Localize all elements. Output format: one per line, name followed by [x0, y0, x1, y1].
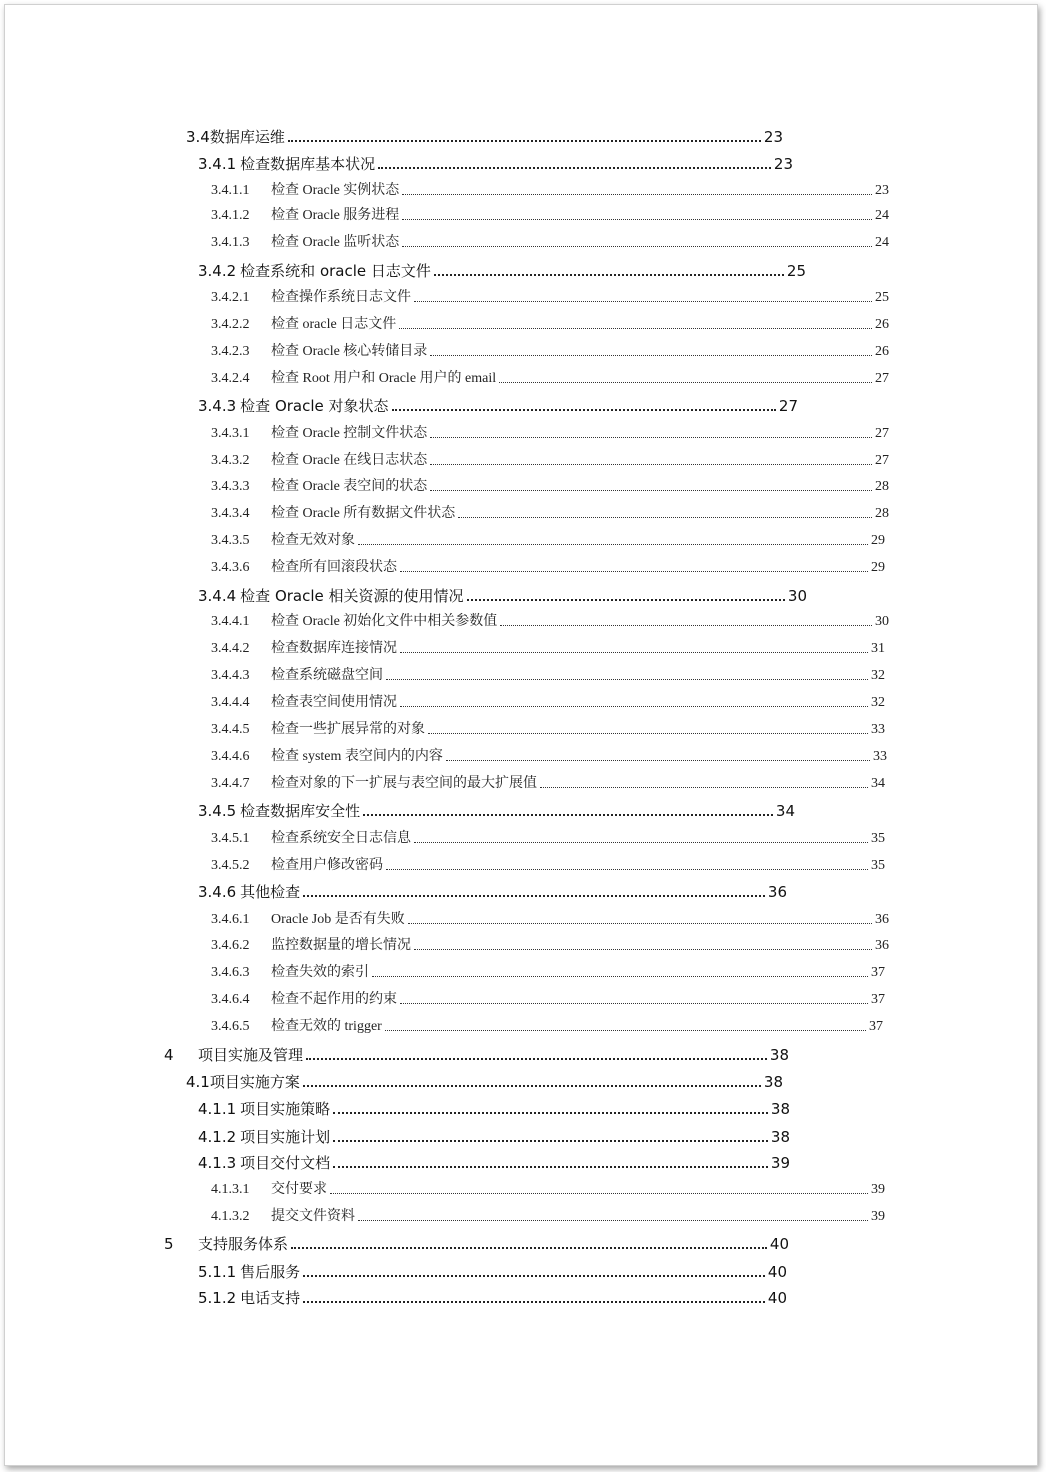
toc-entry[interactable] [211, 475, 889, 495]
toc-entry[interactable] [198, 1126, 790, 1147]
toc-entry-title: 电话支持 [240, 1289, 301, 1307]
toc-dot-leader [363, 800, 773, 821]
toc-entry[interactable] [211, 1015, 883, 1035]
toc-entry-page-number: 30 [787, 587, 807, 605]
toc-entry-page-number: 33 [873, 749, 887, 764]
toc-entry-number: 3.4.3.5 [211, 533, 250, 548]
toc-entry-page-number: 25 [786, 262, 806, 280]
toc-entry-number: 3.4.3.1 [211, 426, 250, 441]
toc-dot-leader [430, 475, 872, 495]
toc-entry-page-number: 32 [871, 695, 885, 710]
toc-entry-page-number: 32 [871, 668, 885, 683]
toc-dot-leader [399, 313, 872, 333]
toc-entry-page-number: 25 [875, 290, 889, 305]
document-page [4, 4, 1038, 1466]
toc-entry-page-number: 24 [875, 235, 889, 250]
toc-entry-number: 3.4.1.3 [211, 235, 250, 250]
toc-entry-title: 检查 Oracle 在线日志状态 [271, 453, 428, 468]
toc-entry-title: 检查表空间使用情况 [271, 695, 397, 710]
toc-entry[interactable] [211, 718, 885, 738]
toc-entry-number: 3.4.4.7 [211, 776, 250, 791]
toc-entry[interactable] [164, 1044, 789, 1065]
toc-entry[interactable] [211, 422, 889, 442]
toc-entry-number: 5 [164, 1235, 174, 1253]
toc-entry-title: 其他检查 [240, 883, 301, 901]
toc-entry-title: 检查数据库连接情况 [271, 641, 397, 656]
toc-entry[interactable] [211, 449, 889, 469]
toc-entry[interactable] [211, 367, 889, 387]
toc-entry-number: 4.1.3 [198, 1154, 237, 1172]
toc-dot-leader [303, 1071, 761, 1092]
toc-entry-number: 3.4.2.3 [211, 344, 250, 359]
toc-dot-leader [358, 1205, 868, 1225]
toc-entry-number: 3.4.6.5 [211, 1019, 250, 1034]
toc-entry-page-number: 38 [770, 1128, 790, 1146]
toc-entry-number: 4 [164, 1046, 174, 1064]
toc-dot-leader [291, 1233, 767, 1254]
toc-dot-leader [306, 1044, 767, 1065]
toc-entry-page-number: 36 [875, 938, 889, 953]
toc-entry[interactable] [198, 260, 806, 281]
toc-entry-title: 项目交付文档 [240, 1154, 331, 1172]
toc-entry-title: 检查用户修改密码 [271, 858, 383, 873]
toc-entry-number: 3.4.6.3 [211, 965, 250, 980]
toc-dot-leader [386, 664, 868, 684]
toc-entry-title: 检查所有回滚段状态 [271, 560, 397, 575]
toc-entry-number: 4.1.1 [198, 1100, 237, 1118]
toc-entry-title: 检查 Oracle 表空间的状态 [271, 479, 428, 494]
toc-entry-title: 支持服务体系 [198, 1235, 289, 1253]
toc-dot-leader [402, 204, 872, 224]
toc-dot-leader [430, 422, 872, 442]
toc-entry-page-number: 29 [871, 560, 885, 575]
toc-entry-page-number: 27 [875, 453, 889, 468]
toc-entry-page-number: 27 [875, 426, 889, 441]
toc-dot-leader [400, 691, 868, 711]
toc-dot-leader [446, 745, 870, 765]
toc-entry-title: 检查操作系统日志文件 [271, 290, 411, 305]
toc-dot-leader [392, 395, 776, 416]
toc-entry-page-number: 39 [871, 1209, 885, 1224]
toc-entry-number: 3.4.3 [198, 397, 237, 415]
toc-entry[interactable] [186, 126, 783, 147]
toc-entry-number: 5.1.1 [198, 1263, 237, 1281]
toc-entry-page-number: 31 [871, 641, 885, 656]
toc-entry[interactable] [198, 1287, 787, 1308]
toc-entry-page-number: 38 [763, 1073, 783, 1091]
toc-entry[interactable] [211, 827, 885, 847]
toc-entry-title: 项目实施方案 [209, 1073, 300, 1091]
toc-entry[interactable] [211, 313, 889, 333]
toc-entry-number: 4.1.3.2 [211, 1209, 250, 1224]
toc-dot-leader [358, 529, 868, 549]
toc-entry-title: 检查 Oracle 所有数据文件状态 [271, 506, 456, 521]
toc-entry-page-number: 30 [875, 614, 889, 629]
toc-entry-title: 售后服务 [240, 1263, 301, 1281]
toc-entry-page-number: 33 [871, 722, 885, 737]
toc-entry-number: 3.4 [186, 128, 210, 146]
toc-entry-title: 检查 Oracle 对象状态 [240, 397, 389, 415]
toc-entry[interactable] [211, 231, 889, 251]
toc-entry[interactable] [211, 286, 889, 306]
toc-entry-title: 检查 Oracle 相关资源的使用情况 [240, 587, 464, 605]
toc-entry-title: 检查系统和 oracle 日志文件 [240, 262, 431, 280]
toc-dot-leader [400, 988, 868, 1008]
toc-entry-title: 监控数据量的增长情况 [271, 938, 411, 953]
toc-entry-number: 3.4.4.3 [211, 668, 250, 683]
toc-entry[interactable] [211, 664, 885, 684]
toc-entry-title: 检查无效对象 [271, 533, 355, 548]
toc-entry[interactable] [211, 637, 885, 657]
table-of-contents [5, 5, 1037, 1465]
toc-entry-page-number: 35 [871, 858, 885, 873]
toc-entry[interactable] [198, 881, 787, 902]
toc-entry-title: 检查 Oracle 服务进程 [271, 208, 400, 223]
toc-entry-title: 检查 Oracle 控制文件状态 [271, 426, 428, 441]
toc-entry-page-number: 39 [770, 1154, 790, 1172]
toc-entry-number: 3.4.3.4 [211, 506, 250, 521]
toc-entry-page-number: 37 [871, 992, 885, 1007]
toc-entry[interactable] [198, 800, 795, 821]
toc-dot-leader [430, 449, 872, 469]
toc-entry-title: 检查 Oracle 监听状态 [271, 235, 400, 250]
toc-dot-leader [414, 827, 868, 847]
toc-entry-number: 3.4.5 [198, 802, 237, 820]
toc-entry-number: 3.4.6 [198, 883, 237, 901]
toc-dot-leader [540, 772, 868, 792]
toc-entry[interactable] [211, 691, 885, 711]
toc-entry-page-number: 40 [769, 1235, 789, 1253]
toc-entry-title: 检查 oracle 日志文件 [271, 317, 397, 332]
toc-entry-title: 检查 Oracle 初始化文件中相关参数值 [271, 614, 498, 629]
toc-entry[interactable] [211, 1178, 885, 1198]
toc-dot-leader [288, 126, 761, 147]
toc-entry-page-number: 29 [871, 533, 885, 548]
toc-entry-number: 3.4.4 [198, 587, 237, 605]
toc-dot-leader [333, 1126, 768, 1147]
toc-entry-number: 3.4.3.2 [211, 453, 250, 468]
toc-entry[interactable] [211, 908, 889, 928]
toc-entry-number: 3.4.4.4 [211, 695, 250, 710]
toc-entry[interactable] [198, 153, 793, 174]
toc-entry[interactable] [211, 854, 885, 874]
toc-entry[interactable] [211, 745, 887, 765]
toc-entry-number: 3.4.3.6 [211, 560, 250, 575]
toc-entry-title: 检查 Oracle 实例状态 [271, 183, 400, 198]
toc-dot-leader [408, 908, 872, 928]
toc-entry-number: 3.4.5.1 [211, 831, 250, 846]
toc-entry-number: 3.4.6.2 [211, 938, 250, 953]
toc-dot-leader [414, 934, 872, 954]
toc-entry[interactable] [198, 585, 807, 606]
toc-entry-page-number: 38 [770, 1100, 790, 1118]
toc-entry-page-number: 35 [871, 831, 885, 846]
toc-entry-number: 3.4.1.2 [211, 208, 250, 223]
toc-entry-page-number: 37 [871, 965, 885, 980]
toc-dot-leader [385, 1015, 866, 1035]
toc-entry-page-number: 26 [875, 317, 889, 332]
toc-entry-number: 3.4.1 [198, 155, 237, 173]
toc-dot-leader [499, 367, 872, 387]
toc-entry-number: 3.4.4.2 [211, 641, 250, 656]
toc-entry-page-number: 28 [875, 506, 889, 521]
toc-entry-page-number: 27 [778, 397, 798, 415]
toc-entry-title: 检查系统安全日志信息 [271, 831, 411, 846]
toc-entry[interactable] [211, 179, 889, 199]
toc-entry-title: 项目实施策略 [240, 1100, 331, 1118]
toc-entry[interactable] [211, 772, 885, 792]
toc-entry-number: 3.4.3.3 [211, 479, 250, 494]
toc-entry-number: 5.1.2 [198, 1289, 237, 1307]
toc-entry-title: Oracle Job 是否有失败 [271, 912, 405, 927]
toc-entry-page-number: 36 [767, 883, 787, 901]
toc-entry-number: 4.1.3.1 [211, 1182, 250, 1197]
toc-dot-leader [303, 1261, 765, 1282]
toc-entry-page-number: 34 [871, 776, 885, 791]
toc-entry[interactable] [211, 502, 889, 522]
toc-entry[interactable] [198, 395, 798, 416]
toc-entry[interactable] [198, 1152, 790, 1173]
toc-entry-page-number: 37 [869, 1019, 883, 1034]
toc-dot-leader [500, 610, 872, 630]
toc-entry[interactable] [211, 961, 885, 981]
toc-dot-leader [386, 854, 868, 874]
toc-dot-leader [400, 637, 868, 657]
toc-dot-leader [467, 585, 785, 606]
toc-entry-title: 交付要求 [271, 1182, 327, 1197]
toc-entry-number: 3.4.2.1 [211, 290, 250, 305]
toc-dot-leader [333, 1152, 768, 1173]
toc-dot-leader [458, 502, 872, 522]
toc-entry[interactable] [186, 1071, 783, 1092]
toc-entry-page-number: 28 [875, 479, 889, 494]
toc-entry-number: 3.4.2 [198, 262, 237, 280]
toc-entry-title: 项目实施计划 [240, 1128, 331, 1146]
toc-entry-title: 检查 system 表空间内的内容 [271, 749, 443, 764]
toc-entry-title: 检查一些扩展异常的对象 [271, 722, 425, 737]
toc-entry[interactable] [211, 529, 885, 549]
toc-dot-leader [434, 260, 784, 281]
toc-dot-leader [303, 1287, 765, 1308]
toc-dot-leader [430, 340, 872, 360]
toc-entry-title: 项目实施及管理 [198, 1046, 304, 1064]
toc-entry[interactable] [211, 340, 889, 360]
toc-entry-number: 3.4.5.2 [211, 858, 250, 873]
toc-dot-leader [402, 179, 872, 199]
toc-entry[interactable] [211, 1205, 885, 1225]
toc-entry-number: 4.1.2 [198, 1128, 237, 1146]
toc-entry-page-number: 27 [875, 371, 889, 386]
toc-entry-number: 3.4.2.4 [211, 371, 250, 386]
toc-entry-number: 3.4.6.1 [211, 912, 250, 927]
toc-dot-leader [402, 231, 872, 251]
toc-entry-title: 检查失效的索引 [271, 965, 369, 980]
toc-dot-leader [372, 961, 868, 981]
toc-entry-title: 检查不起作用的约束 [271, 992, 397, 1007]
toc-entry-page-number: 40 [767, 1289, 787, 1307]
toc-dot-leader [400, 556, 868, 576]
toc-entry-title: 检查系统磁盘空间 [271, 668, 383, 683]
toc-entry[interactable] [211, 556, 885, 576]
toc-entry-number: 3.4.4.6 [211, 749, 250, 764]
toc-dot-leader [378, 153, 771, 174]
toc-entry-page-number: 40 [767, 1263, 787, 1281]
toc-dot-leader [333, 1098, 768, 1119]
toc-entry-number: 3.4.6.4 [211, 992, 250, 1007]
toc-entry-title: 检查数据库基本状况 [240, 155, 376, 173]
toc-entry-page-number: 23 [763, 128, 783, 146]
toc-entry-title: 数据库运维 [209, 128, 285, 146]
toc-dot-leader [414, 286, 872, 306]
toc-entry-title: 检查 Root 用户和 Oracle 用户的 email [271, 371, 497, 386]
toc-entry-page-number: 24 [875, 208, 889, 223]
toc-entry-title: 检查 Oracle 核心转储目录 [271, 344, 428, 359]
toc-entry-title: 提交文件资料 [271, 1209, 355, 1224]
toc-entry-page-number: 34 [775, 802, 795, 820]
toc-entry-title: 检查无效的 trigger [271, 1019, 382, 1034]
toc-entry-number: 3.4.4.5 [211, 722, 250, 737]
toc-entry[interactable] [198, 1098, 790, 1119]
toc-dot-leader [330, 1178, 868, 1198]
toc-entry[interactable] [211, 204, 889, 224]
toc-entry-page-number: 38 [769, 1046, 789, 1064]
toc-entry-page-number: 23 [773, 155, 793, 173]
toc-entry[interactable] [164, 1233, 789, 1254]
toc-entry-page-number: 36 [875, 912, 889, 927]
toc-entry-number: 3.4.2.2 [211, 317, 250, 332]
toc-entry-number: 3.4.4.1 [211, 614, 250, 629]
toc-entry-page-number: 39 [871, 1182, 885, 1197]
toc-entry[interactable] [211, 934, 889, 954]
toc-entry[interactable] [198, 1261, 787, 1282]
toc-dot-leader [303, 881, 765, 902]
toc-entry-page-number: 26 [875, 344, 889, 359]
toc-dot-leader [428, 718, 868, 738]
toc-entry[interactable] [211, 610, 889, 630]
toc-entry-page-number: 23 [875, 183, 889, 198]
toc-entry-number: 3.4.1.1 [211, 183, 250, 198]
toc-entry-title: 检查对象的下一扩展与表空间的最大扩展值 [271, 776, 537, 791]
toc-entry[interactable] [211, 988, 885, 1008]
toc-entry-number: 4.1 [186, 1073, 210, 1091]
toc-entry-title: 检查数据库安全性 [240, 802, 361, 820]
